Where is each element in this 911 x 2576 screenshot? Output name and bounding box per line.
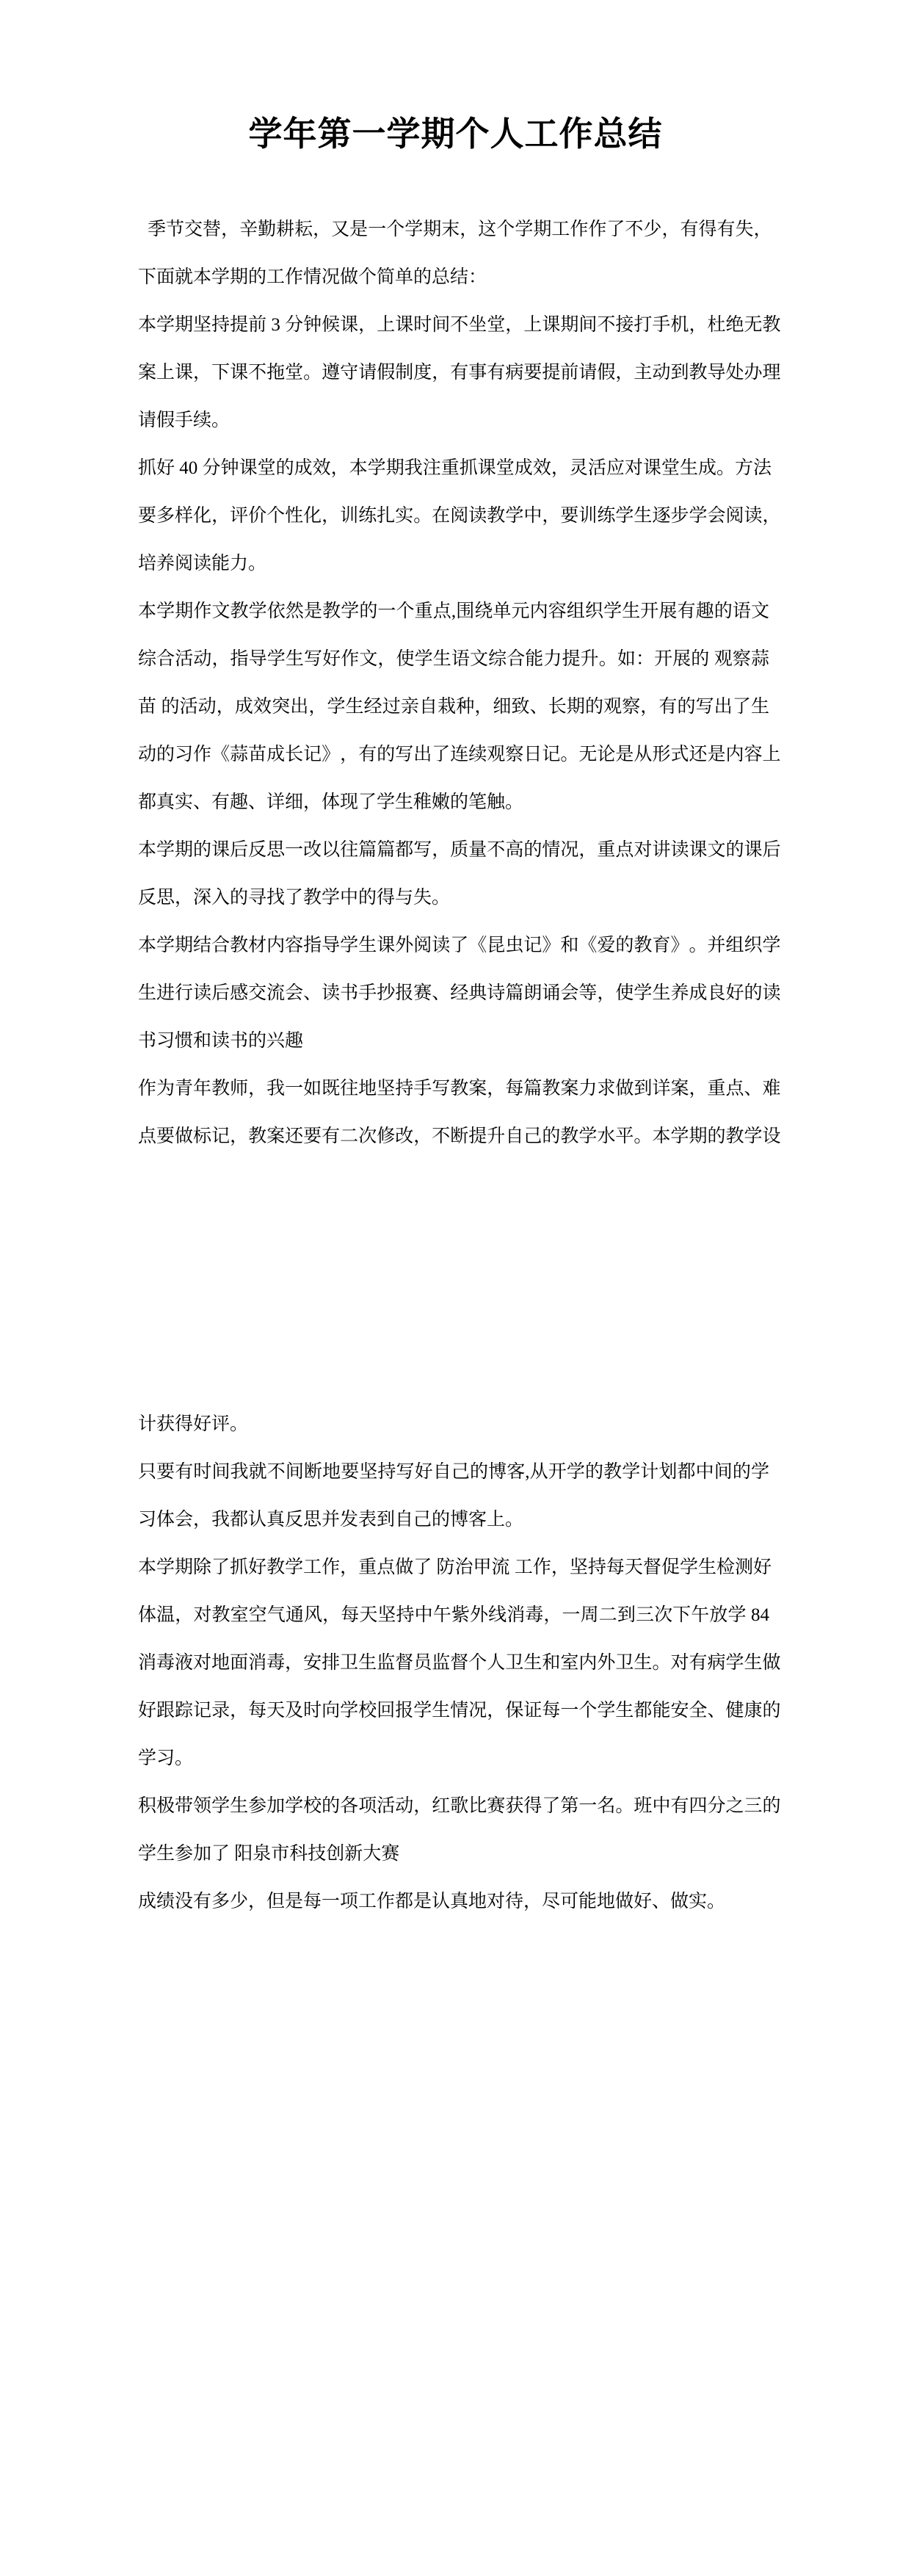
- paragraph-line: 苗 的 活 动 ， 成 效 突 出 ， 学 生 经 过 亲 自 栽 种 ， 细 致 、 长 期 的 观 察 ， 有 的 写 出 了 生: [138, 697, 769, 717]
- paragraph-line: 请假手续。: [138, 410, 231, 430]
- paragraph-line: 计获得好评。: [138, 1414, 249, 1434]
- paragraph-line: 学生参加了 阳泉市科技创新大赛: [138, 1844, 400, 1864]
- paragraph-line: 书习惯和读书的兴趣: [138, 1031, 304, 1051]
- document-title: 学年第一学期个人工作总结: [248, 115, 663, 153]
- paragraph-line: 学习。: [138, 1748, 194, 1768]
- paragraph-line: 本 学 期 作 文 教 学 依 然 是 教 学 的 一 个 重 点 , 围 绕 单 元 内 容 组 织 学 生 开 展 有 趣 的 语 文: [138, 601, 769, 621]
- paragraph-line: 成绩没有多少，但是每一项工作都是认真地对待，尽可能地做好、做实。: [138, 1892, 726, 1911]
- paragraph-line: 抓 好 40 分 钟 课 堂 的 成 效 ， 本 学 期 我 注 重 抓 课 堂 成 效 ， 灵 活 应 对 课 堂 生 成 。 方 法: [138, 458, 772, 478]
- paragraph-line: 案 上 课 ， 下 课 不 拖 堂 。 遵 守 请 假 制 度 ， 有 事 有 病 要 提 前 请 假 ， 主 动 到 教 导 处 办 理: [138, 363, 781, 383]
- paragraph-line: 积 极 带 领 学 生 参 加 学 校 的 各 项 活 动 ， 红 歌 比 赛 获 得 了 第 一 名 。 班 中 有 四 分 之 三 的: [138, 1796, 781, 1816]
- paragraph-line: 要 多 样 化 ， 评 价 个 性 化 ， 训 练 扎 实 。 在 阅 读 教 学 中 ， 要 训 练 学 生 逐 步 学 会 阅 读 ，: [138, 506, 781, 526]
- paragraph-line: 作 为 青 年 教 师 ， 我 一 如 既 往 地 坚 持 手 写 教 案 ， 每 篇 教 案 力 求 做 到 详 案 ， 重 点 、 难: [138, 1079, 781, 1099]
- paragraph-line: 综 合 活 动 ， 指 导 学 生 写 好 作 文 ， 使 学 生 语 文 综 合 能 力 提 升 。 如 ： 开 展 的 观 察 蒜: [138, 649, 769, 669]
- paragraph-line: 下面就本学期的工作情况做个简单的总结：: [138, 267, 487, 287]
- paragraph-line: 点 要 做 标 记 ， 教 案 还 要 有 二 次 修 改 ， 不 断 提 升 自 己 的 教 学 水 平 。 本 学 期 的 教 学 设: [138, 1126, 781, 1146]
- paragraph-line: 本 学 期 除 了 抓 好 教 学 工 作 ， 重 点 做 了 防 治 甲 流 工 作 ， 坚 持 每 天 督 促 学 生 检 测 好: [138, 1557, 772, 1577]
- paragraph-line: 消 毒 液 对 地 面 消 毒 ， 安 排 卫 生 监 督 员 监 督 个 人 卫 生 和 室 内 外 卫 生 。 对 有 病 学 生 做: [138, 1653, 781, 1673]
- paragraph-line: 反思，深入的寻找了教学中的得与失。: [138, 888, 451, 908]
- paragraph-line: 都真实、有趣、详细，体现了学生稚嫩的笔触。: [138, 792, 524, 812]
- paragraph-line: 本 学 期 结 合 教 材 内 容 指 导 学 生 课 外 阅 读 了 《 昆 虫 记 》 和 《 爱 的 教 育 》 。 并 组 织 学: [138, 936, 781, 955]
- paragraph-line: 习体会，我都认真反思并发表到自己的博客上。: [138, 1510, 524, 1530]
- paragraph-line: 体 温 ， 对 教 室 空 气 通 风 ， 每 天 坚 持 中 午 紫 外 线 消 毒 ， 一 周 二 到 三 次 下 午 放 学 84: [138, 1605, 769, 1625]
- paragraph-line: 培养阅读能力。: [138, 554, 267, 574]
- paragraph-line: 季 节 交 替 ， 辛 勤 耕 耘 ， 又 是 一 个 学 期 末 ， 这 个 学 期 工 作 作 了 不 少 ， 有 得 有 失 ，: [148, 220, 772, 239]
- paragraph-line: 本 学 期 坚 持 提 前 3 分 钟 候 课 ， 上 课 时 间 不 坐 堂 ， 上 课 期 间 不 接 打 手 机 ， 杜 绝 无 教: [138, 315, 781, 335]
- paragraph-line: 生 进 行 读 后 感 交 流 会 、 读 书 手 抄 报 赛 、 经 典 诗 篇 朗 诵 会 等 ， 使 学 生 养 成 良 好 的 读: [138, 983, 781, 1003]
- paragraph-line: 好 跟 踪 记 录 ， 每 天 及 时 向 学 校 回 报 学 生 情 况 ， 保 证 每 一 个 学 生 都 能 安 全 、 健 康 的: [138, 1701, 781, 1721]
- paragraph-line: 只 要 有 时 间 我 就 不 间 断 地 要 坚 持 写 好 自 己 的 博 客 , 从 开 学 的 教 学 计 划 都 中 间 的 学: [138, 1462, 769, 1482]
- paragraph-line: 本 学 期 的 课 后 反 思 一 改 以 往 篇 篇 都 写 ， 质 量 不 高 的 情 况 ， 重 点 对 讲 读 课 文 的 课 后: [138, 840, 781, 860]
- paragraph-line: 动 的 习 作 《 蒜 苗 成 长 记 》 ， 有 的 写 出 了 连 续 观 察 日 记 。 无 论 是 从 形 式 还 是 内 容 上: [138, 745, 781, 764]
